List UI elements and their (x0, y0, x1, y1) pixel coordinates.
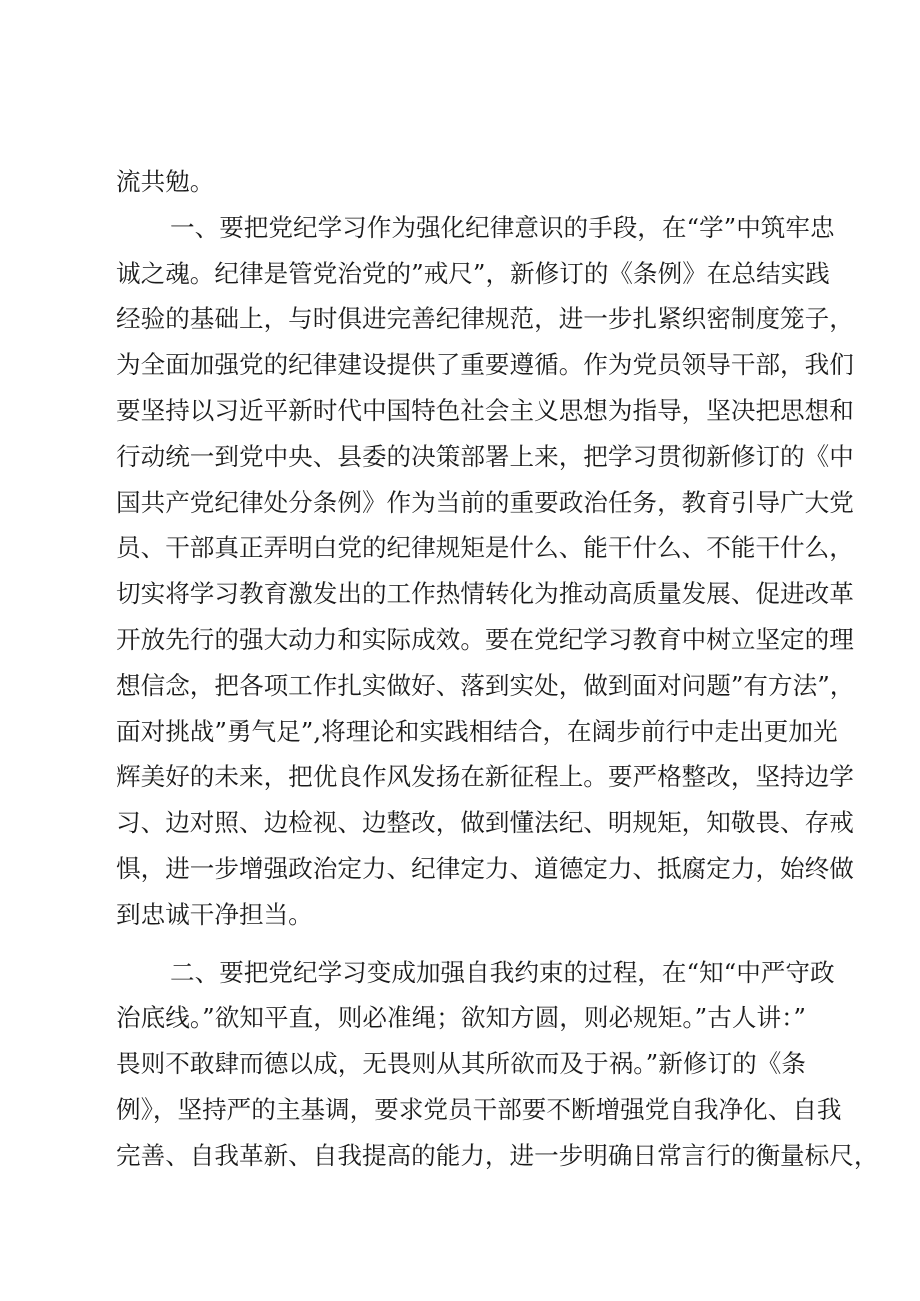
paragraph-gap (116, 938, 806, 950)
text-line: 流共勉。 (116, 167, 215, 196)
text-line: 要坚持以习近平新时代中国特色社会主义思想为指导，坚决把思想和 (116, 395, 854, 425)
text-line: 例》，坚持严的主基调，要求党员干部要不断增强党自我净化、自我 (116, 1094, 842, 1124)
text-line: 员、干部真正弄明白党的纪律规矩是什么、能干什么、不能干什么， (116, 533, 854, 563)
text-line: 惧，进一步增强政治定力、纪律定力、道德定力、抵腐定力，始终做 (116, 853, 854, 883)
text-line: 二、要把党纪学习变成加强自我约束的过程，在“知“中严守政 (170, 957, 835, 987)
text-line: 到忠诚干净担当。 (116, 899, 313, 929)
text-line: 一、要把党纪学习作为强化纪律意识的手段，在“学”中筑牢忠 (170, 212, 835, 242)
text-line: 国共产党纪律处分条例》作为当前的重要政治任务，教育引导广大党 (116, 487, 854, 517)
text-line: 畏则不敢肆而德以成，无畏则从其所欲而及于祸。”新修订的《条 (116, 1049, 806, 1079)
text-line: 行动统一到党中央、县委的决策部署上来，把学习贯彻新修订的《中 (116, 441, 854, 471)
text-line: 辉美好的未来，把优良作风发扬在新征程上。要严格整改，坚持边学 (116, 762, 854, 792)
text-line: 习、边对照、边检视、边整改，做到懂法纪、明规矩，知敬畏、存戒 (116, 808, 854, 838)
text-line: 诚之魂。纪律是管党治党的”戒尺”，新修订的《条例》在总结实践 (116, 258, 830, 288)
text-line: 面对挑战”勇气足”,将理论和实践相结合，在阔步前行中走出更加光 (116, 716, 838, 746)
text-line: 经验的基础上，与时俱进完善纪律规范，进一步扎紧织密制度笼子， (116, 304, 854, 334)
text-line: 切实将学习教育激发出的工作热情转化为推动高质量发展、促进改革 (116, 579, 854, 609)
paragraph-1 (116, 205, 855, 938)
text-line: 治底线。”欲知平直，则必准绳；欲知方圆，则必规矩。”古人讲：” (116, 1003, 806, 1033)
text-line: 开放先行的强大动力和实际成效。要在党纪学习教育中树立坚定的理 (116, 624, 854, 654)
text-line: 为全面加强党的纪律建设提供了重要遵循。作为党员领导干部，我们 (116, 350, 854, 380)
paragraph-2 (116, 950, 879, 1179)
body-text (116, 159, 879, 1179)
text-line: 想信念，把各项工作扎实做好、落到实处，做到面对问题”有方法”， (116, 670, 855, 700)
text-line: 完善、自我革新、自我提高的能力，进一步明确日常言行的衡量标尺， (116, 1140, 879, 1170)
